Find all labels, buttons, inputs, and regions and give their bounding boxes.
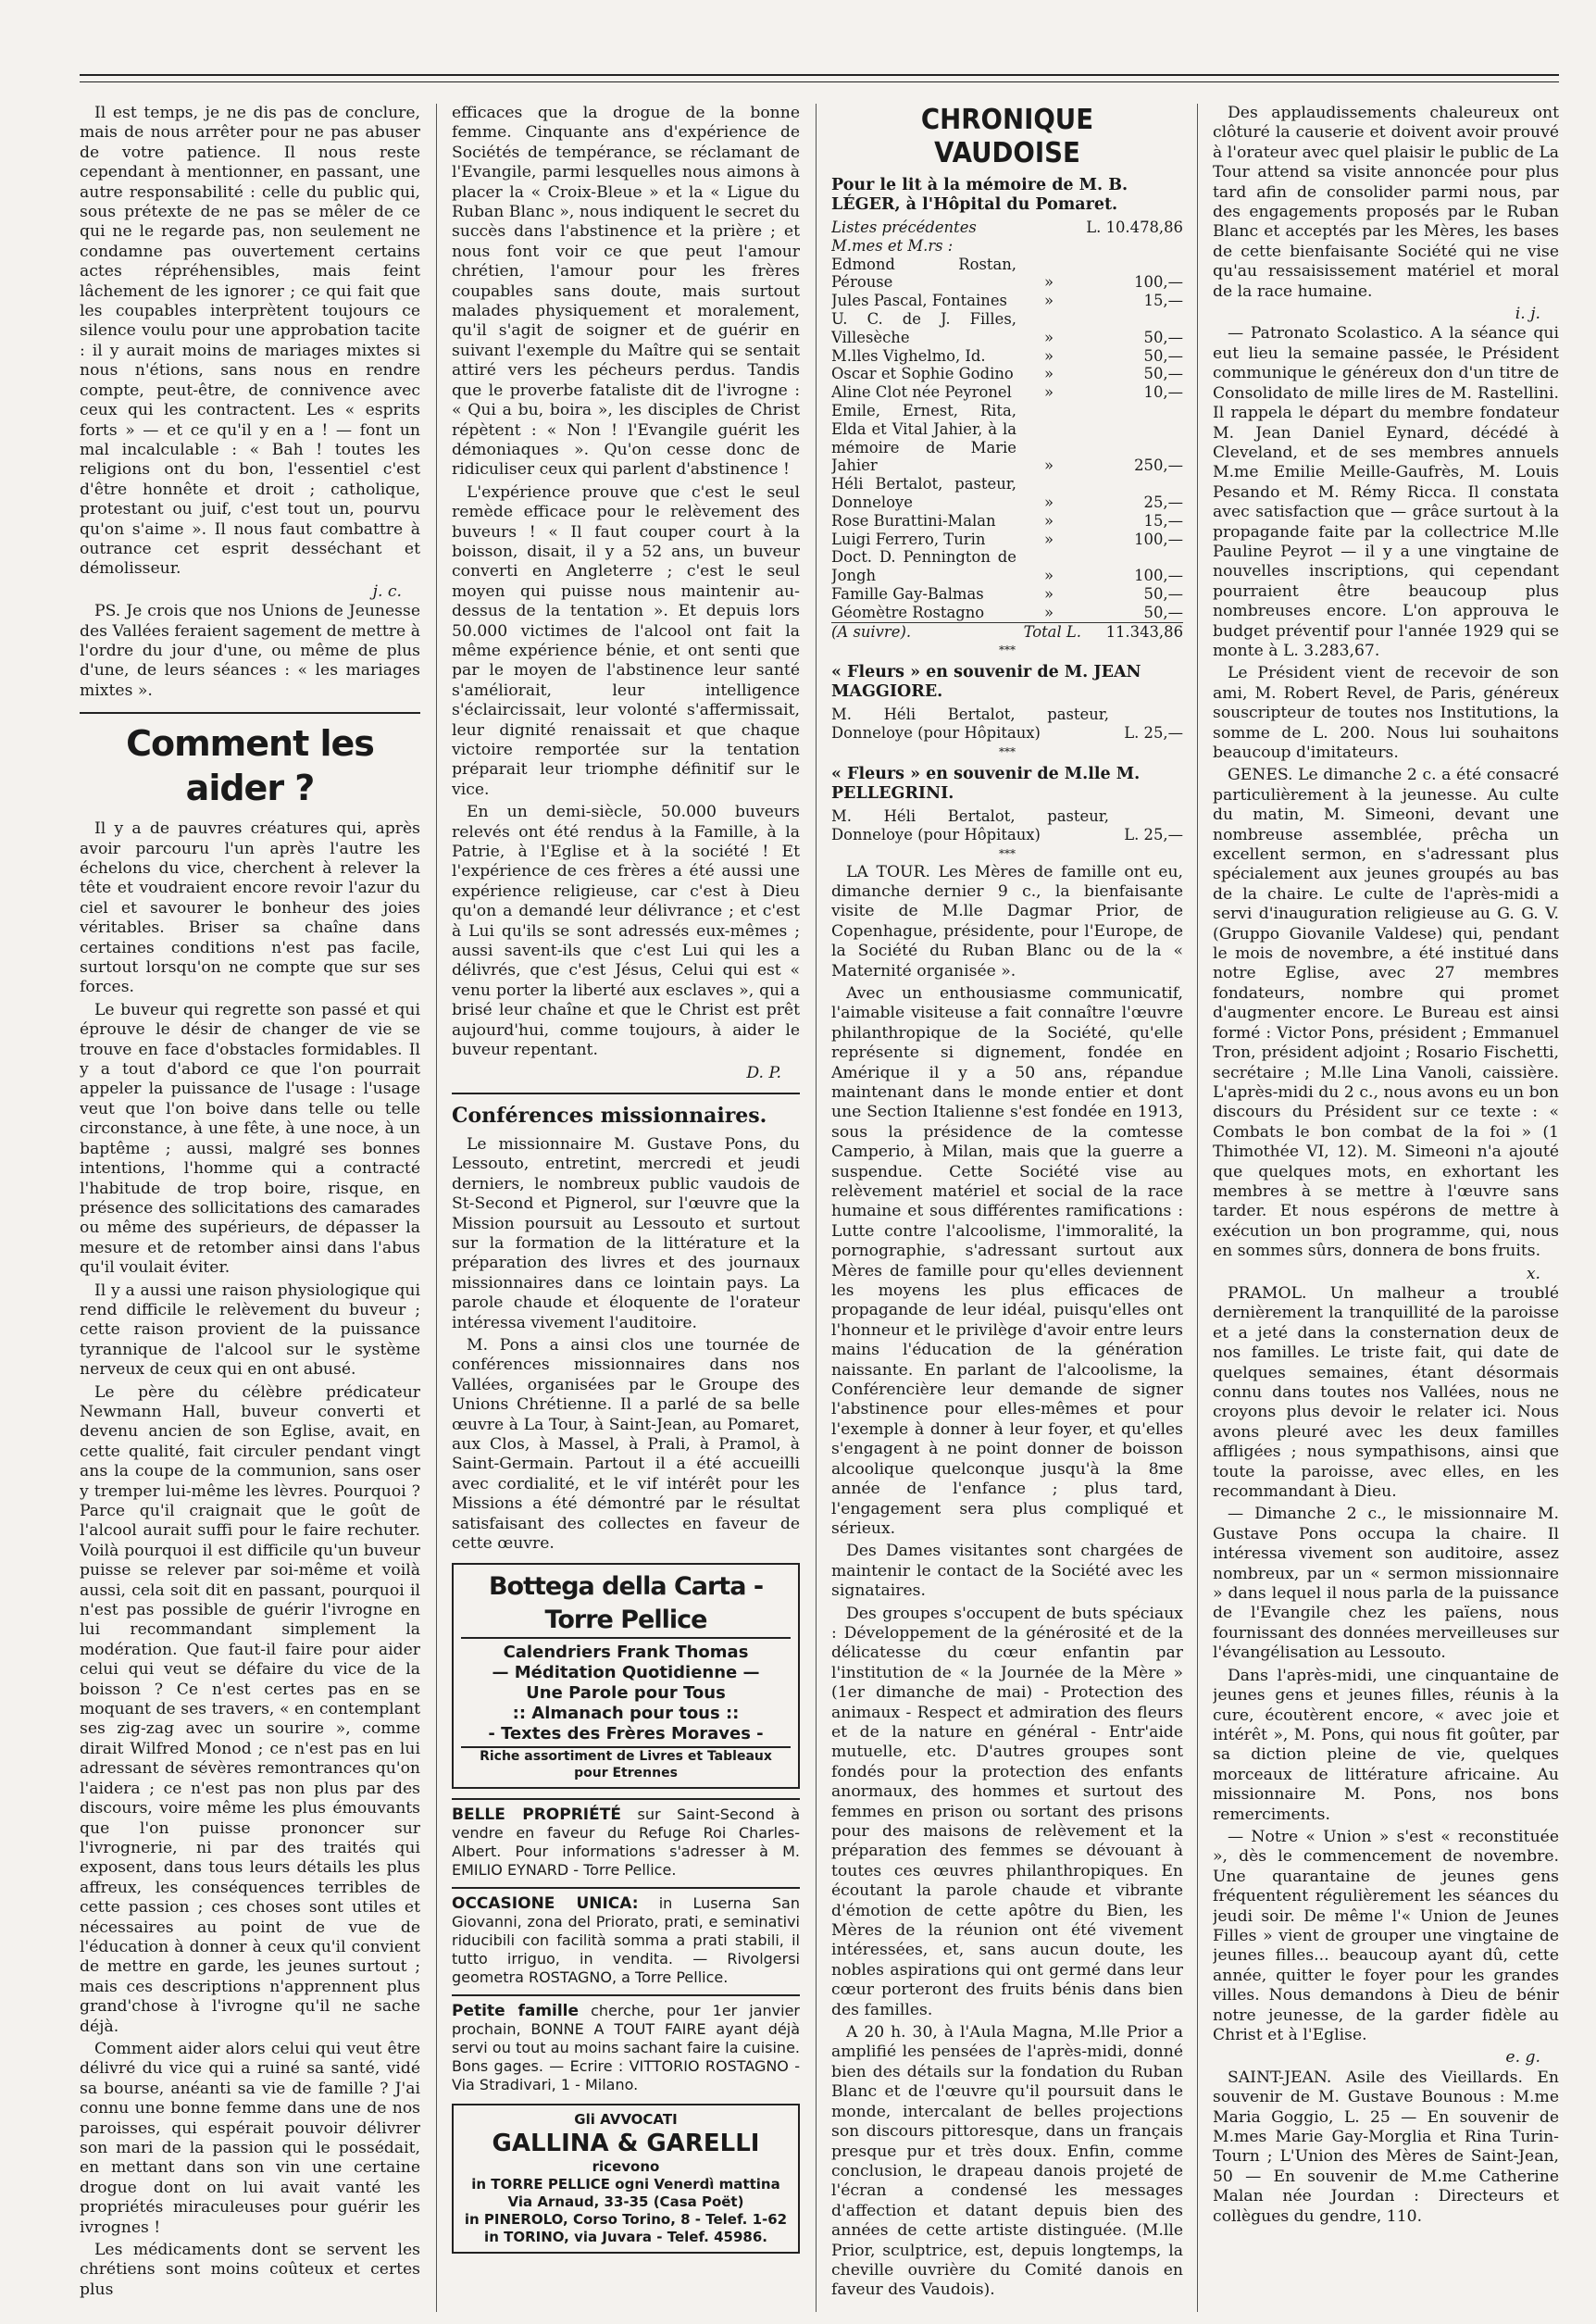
suivre-note: (A suivre).: [831, 622, 1016, 641]
article-paragraph: M. Pons a ainsi clos une tournée de conférences missionnaires dans nos Vallées, organisées par le Groupe des Unions Chrétienne. Il a parlé de sa belle œuvre à La Tour, à Saint-Jean, au Pomaret, aux Clos, à Massel, à Prali, à Pramol, à Saint-Germain. Partout il a été accueilli avec cordialité, et le vif intérêt pour les Missions a été démontré par le résultat satisfaisant des collectes en faveur de cette œuvre.: [452, 1335, 800, 1554]
signature: D. P.: [746, 1063, 781, 1082]
donation-amount: L. 25,—: [1124, 825, 1183, 843]
article-paragraph: Des groupes s'occupent de buts spéciaux : Développement de la générosité et de la délicatesse du cœur enfantin par l'institution de « la Journée de la Mère » (1er dimanche de mai) - Protection des animaux - Respect et admiration des fleurs et de la nature en général - Entr'aide mutuelle, etc. D'autres groupes sont fondés pour la protection des enfants anormaux, des hommes et surtout des femmes en prison ou sortant des prisons pour des maisons de relèvement et la préparation des femmes se dévouant à toutes ces œuvres philanthropiques. En écoutant la parole chaude et vibrante d'émotion de cette apôtre du Bien, les Mères de la réunion ont été vivement intéressées, et, sans aucun doute, les nobles aspirations qui ont germé dans leur cœur porteront des fruits bénis dans bien des familles.: [831, 1604, 1183, 2019]
article-paragraph: Le père du célèbre prédicateur Newmann Hall, buveur converti et devenu ancien de son Eglise, avait, en cette qualité, fait circuler pendant vingt ans la coupe de la communion, sans oser y tremper lui-même les lèvres. Pourquoi ? Parce qu'il craignait que le goût de l'alcool aurait suffi pour le faire rechuter. Voilà pourquoi il est difficile qu'un buveur puisse se relever par soi-même et voilà aussi, cela soit dit en passant, pourquoi il n'est pas possible de guérir l'ivrogne en lui recommandant simplement la modération. Que faut-il faire pour aider celui qui veut se défaire du vice de la boisson ? Ce n'est certes pas en se moquant de ses travers, « en contemplant ses zig-zag avec un sourire », comme dirait Wilfred Monod ; ce n'est pas en lui adressant de sévères remontrances qu'on l'aidera ; ce n'est pas non plus par des discours, voire même les plus émouvants que l'on puisse prononcer sur l'ivrognerie, ni par des traités qui exposent, dans tous leurs détails les plus affreux, les conséquences terribles de cette passion ; ces choses sont utiles et nécessaires au point de vue de l'éducation à donner à ceux qu'il convient de mettre en garde, les jeunes surtout ; mais ces descriptions n'apprennent plus grand'chose à l'ivrogne qu'il ne sache déjà.: [80, 1382, 420, 2036]
ad-line: in TORRE PELLICE ogni Venerdì mattina: [471, 2176, 780, 2193]
separator-stars: ***: [999, 846, 1016, 860]
table-row: [831, 706, 1183, 743]
donations-table: [831, 706, 1183, 743]
advertisement-avvocati: [452, 2104, 800, 2254]
ad-line: ricevono: [592, 2158, 660, 2176]
donation-amount: 25,—: [1143, 493, 1183, 511]
donation-quote: »: [1043, 530, 1054, 548]
donation-amount: 50,—: [1143, 584, 1183, 603]
donor-name: U. C. de J. Filles, Villesèche: [831, 309, 1016, 346]
donor-name: M.lles Vighelmo, Id.: [831, 346, 986, 365]
article-paragraph: SAINT-JEAN. Asile des Vieillards. En souvenir de M. Gustave Bounous : M.me Maria Goggio, L. 25 — En souvenir de M.mes Marie Gay-Morglia et Rina Turin-Tourn ; L'Union des Mères de Saint-Jean, 50 — En souvenir de M.me Catherine Malan née Jourdan : Directeurs et collègues du gendre, 110.: [1213, 2068, 1559, 2226]
article-paragraph: Le buveur qui regrette son passé et qui éprouve le désir de changer de vie se trouve en face d'obstacles formidables. Il y a tout d'abord ce que l'on pourrait appeler la puissance de l'usage : l'usage veut que l'on boive dans telle ou telle circonstance, à une fête, à une noce, à un baptême ; aussi, malgré ses bonnes intentions, l'homme qui a contracté l'habitude de trop boire, risque, en présence des sollicitations des camarades ou même des supérieurs, de dépasser la mesure et de retomber ainsi dans l'abus qu'il voulait éviter.: [80, 1000, 420, 1278]
classified-head: OCCASIONE UNICA:: [452, 1894, 639, 1914]
table-row: [831, 604, 1183, 622]
donation-quote: »: [1043, 493, 1054, 511]
donation-amount: 15,—: [1143, 292, 1183, 310]
ad-title: Bottega della Carta - Torre Pellice: [461, 1570, 791, 1639]
total-label: Total L.: [1016, 622, 1081, 641]
article-paragraph: PRAMOL. Un malheur a troublé dernièrement la tranquillité de la paroisse et a jeté dans la consternation deux de nos familles. Le triste fait, qui date de quelques semaines, étant désormais connu dans toutes nos Vallées, nous ne croyons plus devoir le relater ici. Nous avons pleuré avec les deux familles affligées ; nous sympathisons, ainsi que toute la paroisse, avec elles, en les recommandant à Dieu.: [1213, 1283, 1559, 1502]
donations-table: [831, 807, 1183, 844]
donation-amount: 15,—: [1143, 511, 1183, 530]
table-row: [831, 256, 1183, 293]
table-row: [831, 402, 1183, 475]
donation-amount: 100,—: [1134, 273, 1183, 292]
ad-line: :: Almanach pour tous ::: [512, 1704, 740, 1724]
section-title-conferences: Conférences missionnaires.: [452, 1093, 800, 1130]
signature: x.: [1526, 1264, 1540, 1283]
donor-name: Famille Gay-Balmas: [831, 584, 984, 603]
classified-text: in Luserna San Giovanni, zona del Priorato, prati, e seminativi riducibili con facilità somma a prati stabili, il tutto irriguo, in vendita. — Rivolgersi geometra ROSTAGNO, a Torre Pellice.: [452, 1894, 800, 1987]
article-paragraph: Dans l'après-midi, une cinquantaine de jeunes gens et jeunes filles, réunis à la cure, écoutèrent encore, « avec joie et intérêt », M. Pons, qui nous fit goûter, par sa diction pleine de vie, quelques morceaux de littérature africaine. Au missionnaire M. Pons, nos bons remerciments.: [1213, 1666, 1559, 1824]
classified-head: Petite famille: [452, 2002, 580, 2021]
article-paragraph: Il y a de pauvres créatures qui, après avoir parcouru l'un après l'autre les échelons du vice, cherchent à relever la tête et voudraient encore revoir l'azur du ciel et savourer le bonheur des joies véritables. Briser sa chaîne dans certaines conditions n'est pas facile, surtout lorsqu'on ne compte que sur ses forces.: [80, 819, 420, 997]
article-paragraph: En un demi-siècle, 50.000 buveurs relevés ont été rendus à la Famille, à la Patrie, à l'Eglise et à la société ! Et l'expérience de ces frères a été aussi une expérience religieuse, car c'est à Dieu qu'on a demandé leur délivrance ; et c'est à Lui qu'ils se sont adressés eux-mêmes ; aussi savent-ils que c'est Lui qui les a délivrés, que c'est Jésus, Celui qui est « venu porter la liberté aux esclaves », qui a brisé leur chaîne et que le Christ est prêt aujourd'hui, comme toujours, à aider le buveur repentant.: [452, 803, 800, 1060]
signature: j. c.: [372, 581, 402, 601]
column-divider: [1197, 104, 1198, 2312]
table-row: [831, 219, 1183, 237]
article-paragraph: — Notre « Union » s'est « reconstituée », dès le commencement de novembre. Une quarantaine de jeunes gens fréquentent régulièrement les séances du jeudi soir. De même l'« Union de Jeunes Filles » vient de grouper une vingtaine de jeunes filles... beaucoup ayant dû, cette année, quitter le foyer pour les grandes villes. Nous demandons à Dieu de bénir notre jeunesse, de la garder fidèle au Christ et à l'Eglise.: [1213, 1827, 1559, 2044]
donor-heading: M.mes et M.rs :: [831, 236, 954, 255]
subsection-heading: « Fleurs » en souvenir de M.lle M. PELLEGRINI.: [831, 764, 1141, 803]
ad-title: GALLINA & GARELLI: [492, 2130, 760, 2158]
article-paragraph: LA TOUR. Les Mères de famille ont eu, dimanche dernier 9 c., la bienfaisante visite de M.lle Dagmar Prior, de Copenhague, présidente, pour l'Europe, de la Société du Ruban Blanc ou de la « Maternité organisée ».: [831, 862, 1183, 981]
column-divider: [436, 104, 437, 2312]
ad-line: — Méditation Quotidienne —: [492, 1663, 760, 1683]
table-row: [831, 531, 1183, 549]
table-row: [831, 365, 1183, 383]
ad-line: in TORINO, via Juvara - Telef. 45986.: [484, 2229, 767, 2246]
article-paragraph: Avec un enthousiasme communicatif, l'aimable visiteuse a fait connaître l'œuvre philanthropique de la Société, qu'elle représente si dignement, fondée en Amérique il y a 50 ans, répandue maintenant dans le monde entier et dont une Section Italienne s'est fondée en 1913, sous la présidence de la comtesse Camperio, à Milan, mais que la guerre a suspendue. Cette Société vise au relèvement matériel et social de la race humaine et sous différentes ramifications : Lutte contre l'alcoolisme, l'immoralité, la pornographie, s'adressant surtout aux Mères de famille pour qu'elles deviennent les moyens les plus efficaces de propagande de leur idéal, puisqu'elles ont l'honneur et le privilège d'avoir entre leurs mains l'éducation de la génération naissante. En parlant de l'alcoolisme, la Conférencière leur demande de signer l'abstinence pour elles-mêmes et pour l'exemple à donner à leur foyer, et qu'elles s'engagent à ne point donner de boisson alcoolique quelconque jusqu'à la 8me année de l'enfance ; plus tard, l'engagement sera plus compliqué et sérieux.: [831, 983, 1183, 1538]
table-row: [831, 807, 1183, 844]
donor-name: Héli Bertalot, pasteur, Donneloye: [831, 475, 1016, 511]
classified-belle-propriete: [452, 1798, 800, 1880]
donation-quote: »: [1043, 584, 1054, 603]
donor-name: Rose Burattini-Malan: [831, 511, 996, 530]
donor-name: Edmond Rostan, Pérouse: [831, 255, 1016, 292]
article-paragraph: efficaces que la drogue de la bonne femme. Cinquante ans d'expérience de Sociétés de tempérance, se réclamant de l'Evangile, parmi lesquelles nous aimons à placer la « Croix-Bleue » et la « Ligue du Ruban Blanc », nous indiquent le secret du succès dans l'abstinence et la prière ; et nous font voir ce que peut l'amour chrétien, l'amour pour les frères coupables sans doute, mais surtout malades physiquement et moralement, qu'il s'agit de soigner et de guérir en suivant l'exemple du Maître qui se sentait attiré vers les pécheurs perdus. Tandis que le proverbe fataliste dit de l'ivrogne : « Qui a bu, boira », les disciples de Christ répètent : « Non ! l'Evangile guérit les démoniaques ». Qu'on cesse donc de ridiculiser ceux qui parlent d'abstinence !: [452, 104, 800, 480]
article-paragraph: Il est temps, je ne dis pas de conclure, mais de nous arrêter pour ne pas abuser de votre patience. Il nous reste cependant à mentionner, en passant, une autre responsabilité : celle du public qui, sous prétexte de ne pas se mêler de ce qui ne le regarde pas, non seulement ne condamne pas ouvertement certains actes répréhensibles, mais feint lâchement de les ignorer ; ce qui fait que les coupables interprètent toujours ce silence voulu pour une approbation tacite : il y aurait moins de mariages mixtes si nous n'étions, sans nous en rendre compte, peut-être, de connivence avec ceux qui les contractent. Les « esprits forts » — et ce qu'il y en a ! — font un mal incalculable : « Bah ! toutes les religions ont du bon, l'essentiel c'est d'être honnête et droit ; catholique, protestant ou juif, c'est tout un, pourvu qu'on s'aime ». Il nous faut combattre à outrance cet esprit desséchant et démolisseur.: [80, 104, 420, 579]
article-paragraph: Les médicaments dont se servent les chrétiens sont moins coûteux et certes plus: [80, 2241, 420, 2299]
classified-text: sur Saint-Second à vendre en faveur du Refuge Roi Charles-Albert. Pour informations s'adresser à M. EMILIO EYNARD - Torre Pellice.: [452, 1805, 800, 1880]
donor-name: M. Héli Bertalot, pasteur, Donneloye (pour Hôpitaux): [831, 706, 1109, 743]
donor-name: Luigi Ferrero, Turin: [831, 530, 986, 548]
signature: i. j.: [1515, 305, 1540, 324]
column-2: [452, 104, 800, 2307]
donor-name: Jules Pascal, Fontaines: [831, 292, 1007, 310]
table-row: [831, 585, 1183, 604]
article-paragraph: GENES. Le dimanche 2 c. a été consacré particulièrement à la jeunesse. Au culte du matin, M. Simeoni, devant une nombreuse assemblée, prêcha un excellent sermon, en s'adressant plus spécialement aux jeunes groupés au bas de la chaire. Le culte de l'après-midi a servi d'inauguration religieuse au G. G. V. (Gruppo Giovanile Valdese) qui, pendant le mois de novembre, a été institué dans notre Eglise, avec 27 membres fondateurs, nombre qui promet d'augmenter encore. Le Bureau est ainsi formé : Victor Pons, président ; Emmanuel Tron, président adjoint ; Rosario Fischetti, secrétaire ; M.lle Lina Vanoli, caissière. L'après-midi du 2 c., nous avons eu un bon discours du Président sur ce texte : « Combats le bon combat de la foi » (1 Thimothée VI, 12). M. Simeoni n'a ajouté que quelques mots, en exhortant les membres à se mettre à l'œuvre sans tarder. Et nous espérons de mettre à exécution un bon programme, qui, nous en sommes sûrs, donnera de bons fruits.: [1213, 766, 1559, 1261]
total-amount: 11.343,86: [1081, 622, 1183, 641]
ad-line: Gli AVVOCATI: [574, 2111, 678, 2129]
ad-line: Calendriers Frank Thomas: [503, 1643, 749, 1663]
donation-amount: 50,—: [1143, 328, 1183, 346]
donor-name: Oscar et Sophie Godino: [831, 365, 1014, 383]
donation-quote: »: [1043, 328, 1054, 346]
donation-amount: 50,—: [1143, 603, 1183, 621]
subsection-heading: Pour le lit à la mémoire de M. B. LÉGER, à l'Hôpital du Pomaret.: [831, 176, 1128, 214]
article-paragraph: — Patronato Scolastico. A la séance qui eut lieu la semaine passée, le Président communique le généreux don d'un titre de Consolidato de mille lires de M. Rastellini. Il rappela le départ du membre fondateur M. Jean Daniel Eynard, décédé à Cleveland, et de ses membres annuels M.me Emilie Meille-Gaufrès, M. Louis Pesando et M. Rémy Ricca. Il constata avec satisfaction que — grâce surtout à la propagande faite par la collectrice M.lle Pauline Peyrot — il y a une vingtaine de nouvelles inscriptions, qui cependant pourraient être beaucoup plus nombreuses encore. L'on approuva le budget préventif pour l'année 1929 qui se monte à L. 3.283,67.: [1213, 324, 1559, 660]
article-paragraph: Il y a aussi une raison physiologique qui rend difficile le relèvement du buveur ; cette raison provient de la puissance tyrannique de l'alcool sur le système nerveux de ceux qui en ont abusé.: [80, 1281, 420, 1380]
column-3: [831, 104, 1183, 2307]
chronique-title: CHRONIQUE VAUDOISE: [920, 104, 1094, 169]
classified-head: BELLE PROPRIÉTÉ: [452, 1805, 621, 1825]
donations-table: [831, 219, 1183, 641]
postscript: PS. Je crois que nos Unions de Jeunesse des Vallées feraient sagement de mettre à l'ordre du jour d'une, ou même de plus d'une, de leurs séances : « les mariages mixtes ».: [80, 602, 420, 700]
article-paragraph: A 20 h. 30, à l'Aula Magna, M.lle Prior a amplifié les pensées de l'après-midi, donné bien des détails sur la fondation du Ruban Blanc et de l'œuvre qu'il poursuit dans le monde, intercalant de belles projections son discours pittoresque, dans un français presque pur et très doux. Enfin, comme conclusion, le drapeau danois projeté de l'écran a condensé les messages d'affection et datant depuis bien des années de cette artiste distinguée. (M.lle Prior, sculptrice, est, depuis longtemps, la cheville ouvrière du Comité danois en faveur des Vaudois).: [831, 2023, 1183, 2300]
top-rule-thin: [80, 81, 1559, 82]
donation-amount: 100,—: [1134, 567, 1183, 585]
table-row: [831, 347, 1183, 366]
table-row: [831, 237, 1183, 256]
signature: e. g.: [1505, 2048, 1540, 2068]
donor-name: Doct. D. Pennington de Jongh: [831, 548, 1016, 585]
article-title-comment-les-aider: Comment les aider ?: [80, 712, 420, 810]
donor-name: Géomètre Rostagno: [831, 603, 985, 621]
donor-name: Emile, Ernest, Rita, Elda et Vital Jahier, à la mémoire de Marie Jahier: [831, 401, 1016, 475]
subsection-heading: « Fleurs » en souvenir de M. JEAN MAGGIORE.: [831, 663, 1141, 702]
top-rule: [80, 74, 1559, 76]
donation-amount: L. 25,—: [1124, 724, 1183, 743]
table-row: [831, 292, 1183, 310]
column-divider: [816, 104, 817, 2312]
article-paragraph: Le missionnaire M. Gustave Pons, du Lessouto, entretint, mercredi et jeudi derniers, le nombreux public vaudois de St-Second et Pignerol, sur l'œuvre que la Mission poursuit au Lessouto et surtout sur la formation de la littérature et la préparation des livres et des journaux missionnaires dans ce lointain pays. La parole chaude et éloquente de l'orateur intéressa vivement l'auditoire.: [452, 1134, 800, 1332]
table-row: [831, 475, 1183, 512]
donation-quote: »: [1043, 365, 1054, 383]
classified-text: cherche, pour 1er janvier prochain, BONNE A TOUT FAIRE ayant déjà servi ou tout au moins sachant faire la cuisine. Bons gages. — Ecrire : VITTORIO ROSTAGNO - Via Stradivari, 1 - Milano.: [452, 2002, 800, 2094]
ad-line: Via Arnaud, 33-35 (Casa Poët): [507, 2193, 744, 2211]
table-row: [831, 548, 1183, 585]
table-row: [831, 622, 1183, 641]
separator-stars: ***: [999, 744, 1016, 758]
donor-name: Listes précédentes: [831, 219, 977, 236]
article-paragraph: — Dimanche 2 c., le missionnaire M. Gustave Pons occupa la chaire. Il intéressa vivement son auditoire, assez nombreux, par un « sermon missionnaire » dans lequel il nous parla de la puissance de l'Evangile chez les païens, nous fournissant des données merveilleuses sur l'évangélisation au Lessouto.: [1213, 1505, 1559, 1663]
donation-quote: »: [1043, 383, 1054, 402]
donation-amount: 250,—: [1134, 456, 1183, 475]
donation-quote: »: [1043, 567, 1054, 585]
classified-petite-famille: [452, 1994, 800, 2094]
donor-name: Aline Clot née Peyronel: [831, 383, 1012, 402]
donation-quote: »: [1043, 456, 1054, 475]
article-paragraph: Des Dames visitantes sont chargées de maintenir le contact de la Société avec les signataires.: [831, 1542, 1183, 1601]
ad-line: Une Parole pour Tous: [526, 1683, 726, 1704]
ad-line: - Textes des Frères Moraves -: [488, 1724, 764, 1744]
separator-stars: ***: [999, 643, 1016, 657]
donation-quote: »: [1043, 346, 1054, 365]
advertisement-bottega: [452, 1563, 800, 1789]
article-paragraph: Comment aider alors celui qui veut être délivré du vice qui a ruiné sa santé, vidé sa bourse, anéanti sa vie de famille ? J'ai connu une bonne femme dans une de nos paroisses, qui espérait pouvoir délivrer son mari de la passion qui le possédait, en mettant dans son vin une certaine drogue dont on lui avait vanté les propriétés miraculeuses pour guérir les ivrognes !: [80, 2039, 420, 2237]
donation-quote: »: [1043, 273, 1054, 292]
table-row: [831, 512, 1183, 531]
donation-quote: »: [1043, 603, 1054, 621]
article-paragraph: L'expérience prouve que c'est le seul remède efficace pour le relèvement des buveurs ! « Il faut couper court à la boisson, disait, il y a 52 ans, un buveur converti en Angleterre ; c'est le seul moyen qui puisse nous maintenir au-dessus de la tentation ». Et depuis lors 50.000 victimes de l'alcool ont fait la même expérience bénie, et ont senti que par le moyen de l'abstinence leur santé s'améliorait, leur intelligence s'éclaircissait, leur volonté s'affermissait, leur dignité renaissait et que chaque victoire remportée sur la tentation préparait leur triomphe définitif sur le vice.: [452, 482, 800, 799]
donation-amount: 10,—: [1143, 383, 1183, 402]
donation-amount: 50,—: [1143, 365, 1183, 383]
ad-line: Riche assortiment de Livres et Tableaux pour Etrennes: [461, 1746, 791, 1781]
donor-name: M. Héli Bertalot, pasteur, Donneloye (pour Hôpitaux): [831, 806, 1109, 843]
donation-quote: »: [1043, 511, 1054, 530]
article-paragraph: Le Président vient de recevoir de son ami, M. Robert Revel, de Paris, généreux souscripteur de toutes nos Institutions, la somme de L. 200. Nous lui souhaitons beaucoup d'imitateurs.: [1213, 664, 1559, 762]
donation-amount: 100,—: [1134, 530, 1183, 548]
donation-amount: 50,—: [1143, 346, 1183, 365]
table-row: [831, 383, 1183, 402]
donation-amount: L. 10.478,86: [1086, 219, 1183, 236]
table-row: [831, 310, 1183, 347]
column-1: [80, 104, 420, 2307]
donation-quote: »: [1043, 292, 1054, 310]
classified-occasione-unica: [452, 1887, 800, 1987]
article-paragraph: Des applaudissements chaleureux ont clôturé la causerie et doivent avoir prouvé à l'orateur avec quel plaisir le public de La Tour attend sa visite annoncée pour plus tard afin de consolider parmi nous, par des engagements proposés par le Ruban Blanc et acceptés par les Mères, les bases de cette bienfaisante Société qui ne vise qu'au ressaisissement matériel et moral de la race humaine.: [1213, 104, 1559, 301]
ad-line: in PINEROLO, Corso Torino, 8 - Telef. 1-62: [464, 2211, 788, 2229]
column-4: [1213, 104, 1559, 2307]
